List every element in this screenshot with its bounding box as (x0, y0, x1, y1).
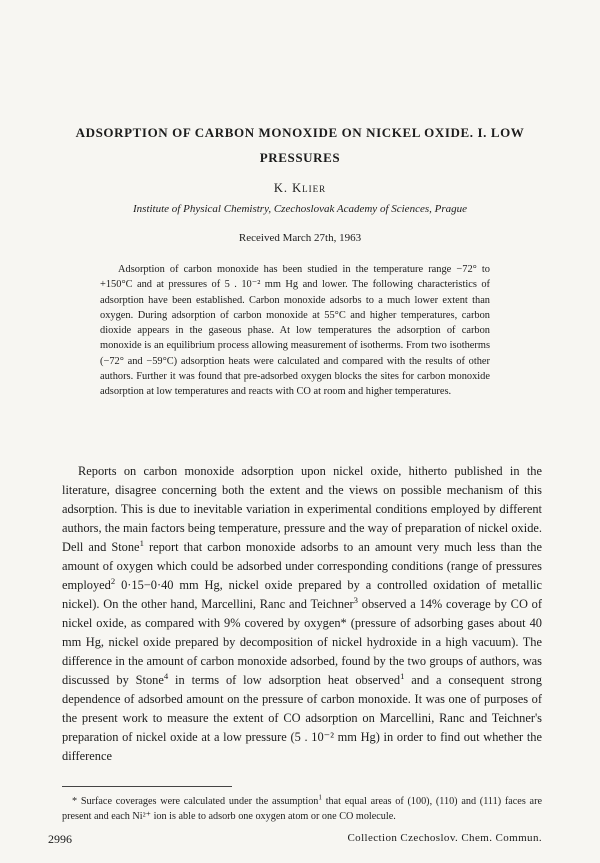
body-text-segment: in terms of low adsorption heat observed (168, 673, 401, 687)
author-initial: K. (273, 181, 288, 195)
page-number: 2996 (48, 832, 72, 846)
article-title: ADSORPTION OF CARBON MONOXIDE ON NICKEL OXIDE. I. LOW PRESSURES (75, 125, 525, 165)
received-date: Received March 27th, 1963 (238, 232, 362, 244)
footnote (62, 794, 542, 824)
body-text-segment: Reports on carbon monoxide adsorption upon nickel oxide, hitherto published in the literature, disagree concerning both the extent and the views on possible mechanism of this adsorption. This is due to inevitable variation in experimental conditions employed by different authors, the main factors being temperature, pressure and the way of preparation of nickel oxide. Dell and Stone (62, 464, 542, 554)
footnote-text: * Surface coverages were calculated under the assumption (72, 796, 319, 807)
reference-marker: 1 (318, 793, 322, 802)
reference-marker: 4 (163, 670, 169, 681)
abstract: Adsorption of carbon monoxide has been studied in the temperature range −72° to +150°C and at pressures of 5 . 10⁻² mm Hg and lower. The following characteristics of adsorption have been established. Carbon monoxide adsorbs to a much lower extent than oxygen. During adsorption of carbon monoxide at 55°C and higher temperatures, carbon dioxide appears in the gaseous phase. At low temperatures the adsorption of carbon monoxide is an equilibrium process allowing measurement of isotherms. From two isotherms (−72° and −59°C) adsorption heats were calculated and compared with the results of other authors. Further it was found that pre-adsorbed oxygen blocks the sites for carbon monoxide adsorption at low temperatures and reacts with CO at room and higher temperatures. (100, 264, 490, 398)
reference-marker: 1 (400, 670, 405, 681)
body-text-segment: and a consequent strong dependence of adsorbed amount on the pressure of carbon monoxide. It was one of purposes of the present work to measure the extent of CO adsorption on Marcellini, Ranc and Teichner's preparation of nickel oxide at a low pressure (5 . 10⁻² mm Hg) in order to find out whether the difference (62, 673, 542, 763)
reference-marker: 2 (110, 575, 116, 586)
author-affiliation: Institute of Physical Chemistry, Czechoslovak Academy of Sciences, Prague (133, 203, 467, 215)
body-text-segment: report that carbon monoxide adsorbs to an amount very much less than the amount of oxygen which could be adsorbed under corresponding conditions (range of pressures employed (62, 540, 542, 592)
footnote-divider (62, 786, 232, 787)
body-paragraph (62, 462, 542, 766)
journal-name: Collection Czechoslov. Chem. Commun. (347, 832, 542, 844)
author-surname: Klier (292, 181, 327, 195)
body-text-segment: observed a 14% coverage by CO of nickel oxide, as compared with 9% covered by oxygen* (pressure of adsorbing gases about 40 mm Hg, nickel oxide prepared by decomposition of nickel hydroxide in a high vacuum). The difference in the amount of carbon monoxide adsorbed, found by the two groups of authors, was discussed by Stone (62, 597, 542, 687)
reference-marker: 1 (139, 537, 144, 548)
reference-marker: 3 (353, 594, 358, 605)
footnote-text: that equal areas of (100), (110) and (111) faces are present and each Ni²⁺ ion is able to adsorb one oxygen atom or one CO molecule. (62, 796, 542, 822)
body-text-segment: 0·15−0·40 mm Hg, nickel oxide prepared by a controlled oxidation of metallic nickel). On the other hand, Marcellini, Ranc and Teichner (62, 578, 542, 611)
author-line (40, 181, 560, 196)
